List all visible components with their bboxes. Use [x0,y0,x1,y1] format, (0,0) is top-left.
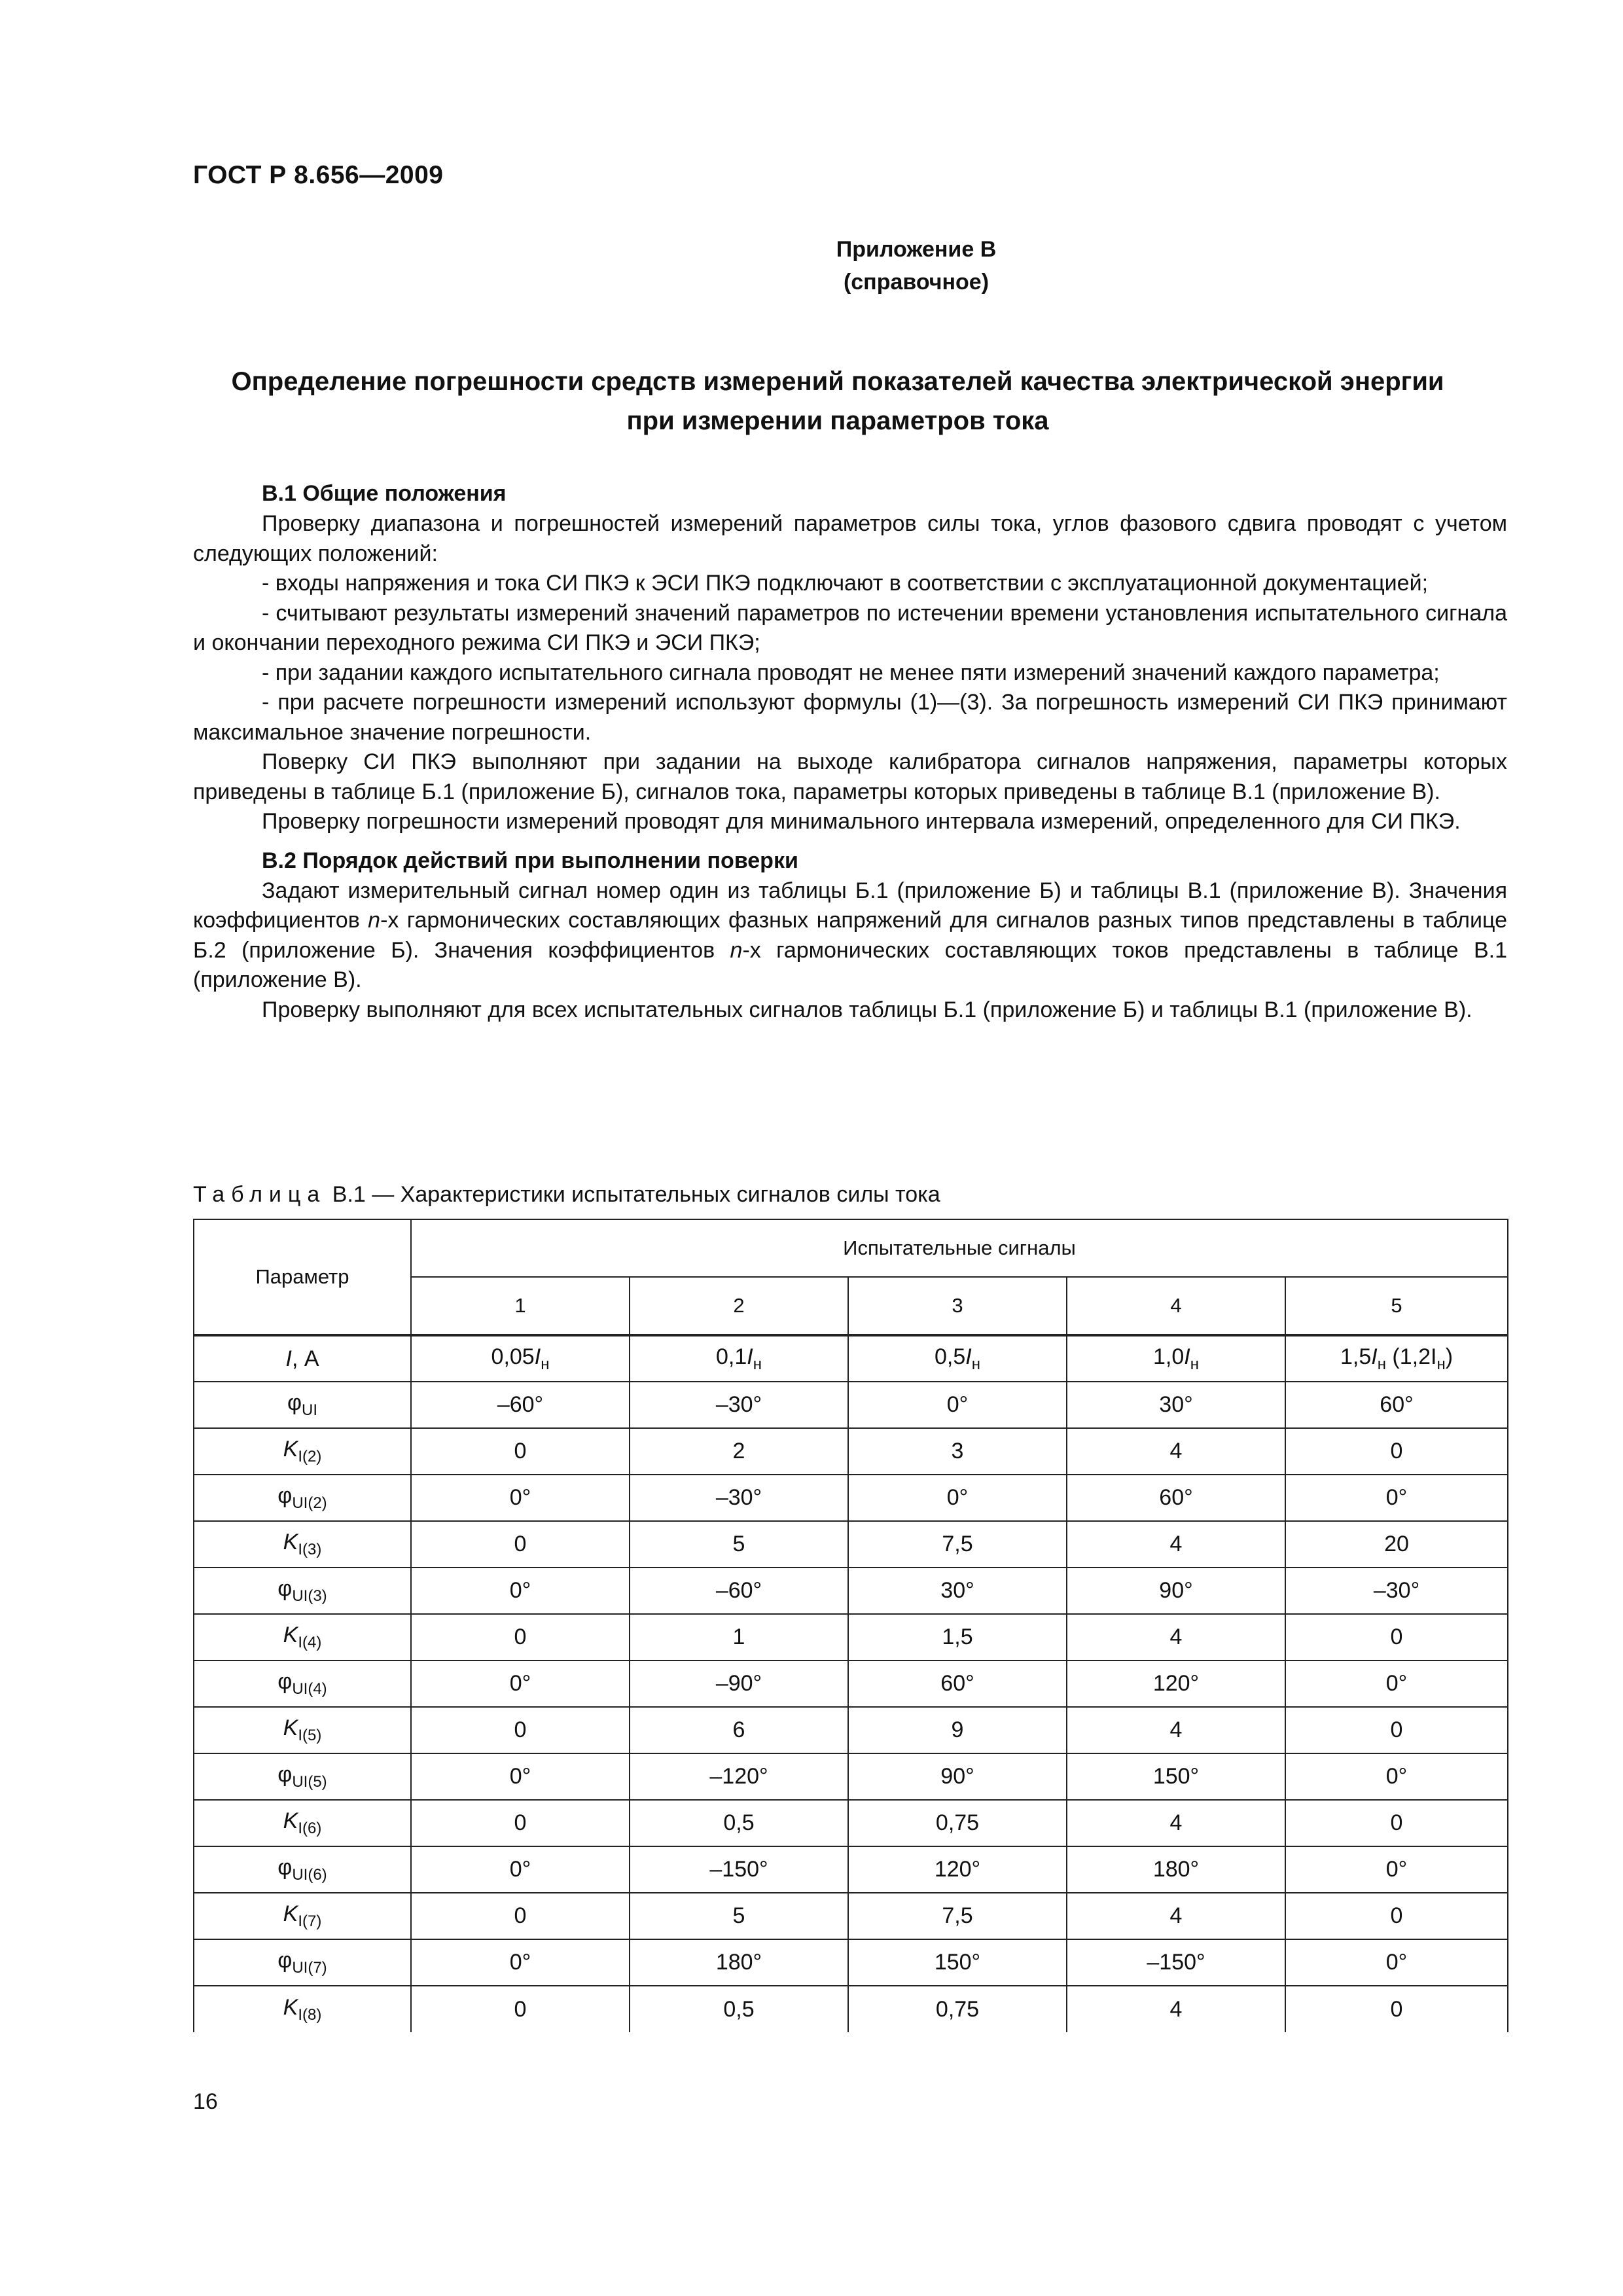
param-subscript: I(2) [298,1448,322,1465]
param-subscript: UI(3) [292,1587,327,1605]
value-cell: 180° [630,1939,848,1986]
value-cell: 0° [411,1939,630,1986]
param-cell [194,1939,411,1986]
value-subscript: н [1377,1355,1386,1373]
table-row [194,1335,1508,1382]
value-cell [1067,1335,1285,1382]
param-subscript: I(8) [298,2005,322,2024]
signals-header: Испытательные сигналы [411,1219,1508,1277]
param-cell [194,1986,411,2032]
value-cell: 0° [411,1753,630,1800]
value-cell [630,1335,848,1382]
value-cell: 5 [630,1893,848,1939]
value-cell: 1 [630,1614,848,1660]
value-symbol: I [747,1344,753,1369]
param-header: Параметр [194,1219,411,1335]
param-symbol: φ [277,1948,293,1973]
value-cell: 0° [411,1660,630,1707]
section-heading-b1: В.1 Общие положения [262,481,507,506]
value-cell: 0° [411,1475,630,1521]
signal-number: 5 [1285,1277,1508,1335]
value-cell: 30° [1067,1382,1285,1428]
value-cell: 0 [1285,1800,1508,1846]
table-row [194,1521,1508,1568]
value-coef: 0,05 [491,1344,535,1369]
table-row [194,1660,1508,1707]
body-text [193,478,1507,1025]
value-cell: –150° [630,1846,848,1893]
value-cell: 0° [848,1382,1067,1428]
value-cell: 4 [1067,1428,1285,1475]
text-run: -х гармонических составляющих токов представлены в таблице В.1 (приложение В). [193,937,1507,992]
value-cell: –60° [630,1568,848,1614]
value-cell: 4 [1067,1800,1285,1846]
param-symbol: I [285,1346,292,1371]
value-coef: 0,1 [716,1344,747,1369]
param-cell [194,1475,411,1521]
table-row [194,1707,1508,1753]
table-row [194,1568,1508,1614]
value-cell: 0 [1285,1614,1508,1660]
list-item: - входы напряжения и тока СИ ПКЭ к ЭСИ ПКЭ подключают в соответствии с эксплуатационной документацией; [262,571,1429,596]
paragraph: Проверку погрешности измерений проводят для минимального интервала измерений, определенного для СИ ПКЭ. [262,809,1461,834]
table-row [194,1893,1508,1939]
value-symbol: I [965,1344,972,1369]
value-cell: –60° [411,1382,630,1428]
table-row [194,1753,1508,1800]
table-row [194,1846,1508,1893]
param-subscript: UI(2) [292,1494,327,1512]
param-subscript: UI(7) [292,1959,327,1977]
value-cell: 1,5 [848,1614,1067,1660]
value-cell: 0 [1285,1428,1508,1475]
param-symbol: K [283,1530,298,1554]
value-cell: 9 [848,1707,1067,1753]
value-cell: 150° [848,1939,1067,1986]
value-cell: 0° [1285,1660,1508,1707]
value-cell: 5 [630,1521,848,1568]
text-run: Задают измерительный сигнал номер один из таблицы Б.1 (приложение Б) и таблицы В.1 (приложение В). Значения коэффициентов [193,878,1507,933]
list-item: - при расчете погрешности измерений используют формулы (1)—(3). За погрешность измерений СИ ПКЭ принимают максимальное значение погрешности. [193,690,1507,745]
appendix-title: Приложение В [836,237,997,262]
value-cell: 0 [411,1428,630,1475]
param-cell [194,1753,411,1800]
table-row [194,1986,1508,2032]
param-cell [194,1707,411,1753]
param-cell [194,1568,411,1614]
param-symbol: K [283,1623,298,1647]
param-symbol: φ [277,1669,293,1694]
value-cell: 0 [411,1986,630,2032]
value-cell [411,1335,630,1382]
value-symbol: I [1371,1344,1378,1369]
value-cell: 4 [1067,1707,1285,1753]
value-subscript: н [1436,1355,1446,1373]
paragraph: Проверку выполняют для всех испытательных сигналов таблицы Б.1 (приложение Б) и таблицы В.1 (приложение В). [262,997,1472,1022]
value-cell: 150° [1067,1753,1285,1800]
param-symbol: K [283,1715,298,1740]
value-cell: 4 [1067,1986,1285,2032]
value-symbol: I [534,1344,541,1369]
param-subscript: UI(6) [292,1866,327,1884]
param-symbol: φ [287,1390,302,1415]
param-symbol: K [283,1994,298,2020]
table-row [194,1800,1508,1846]
param-subscript: UI [302,1401,318,1419]
table-row [194,1382,1508,1428]
value-cell: 0° [1285,1753,1508,1800]
value-cell: 3 [848,1428,1067,1475]
value-cell: 0° [411,1846,630,1893]
param-symbol: φ [277,1855,293,1880]
value-cell: 0 [1285,1707,1508,1753]
italic-symbol: n [368,908,381,933]
value-cell: –30° [1285,1568,1508,1614]
param-symbol: φ [277,1483,293,1508]
value-cell: 90° [1067,1568,1285,1614]
value-coef: 0,5 [935,1344,966,1369]
section-title [183,362,1492,440]
param-symbol: φ [277,1762,293,1787]
value-cell: –30° [630,1475,848,1521]
param-subscript: I(5) [298,1727,322,1744]
value-cell: 30° [848,1568,1067,1614]
value-cell: 0° [848,1475,1067,1521]
value-cell: 7,5 [848,1521,1067,1568]
document-code: ГОСТ Р 8.656—2009 [193,161,444,189]
value-cell: 4 [1067,1521,1285,1568]
value-cell: 0 [411,1893,630,1939]
value-cell: 60° [1285,1382,1508,1428]
value-cell: 0 [411,1614,630,1660]
value-cell: 0° [411,1568,630,1614]
table-caption [193,1182,940,1208]
param-cell [194,1660,411,1707]
value-cell: 0° [1285,1846,1508,1893]
value-cell [1285,1335,1508,1382]
value-cell: 180° [1067,1846,1285,1893]
param-symbol: K [283,1901,298,1926]
param-subscript: I(7) [298,1912,322,1930]
appendix-type: (справочное) [843,270,990,295]
param-cell [194,1521,411,1568]
table-row [194,1939,1508,1986]
paragraph: Проверку диапазона и погрешностей измерений параметров силы тока, углов фазового сдвига проводят с учетом следующих положений: [193,511,1507,566]
value-cell: 4 [1067,1893,1285,1939]
param-subscript: I(6) [298,1820,322,1837]
param-subscript: I(4) [298,1634,322,1651]
value-cell: 0,75 [848,1986,1067,2032]
appendix-heading [0,233,1623,298]
param-cell [194,1846,411,1893]
param-subscript: I(3) [298,1541,322,1558]
value-cell: 0 [1285,1986,1508,2032]
table-row [194,1475,1508,1521]
signal-number: 3 [848,1277,1067,1335]
value-subscript: н [1190,1355,1199,1373]
value-coef: 1,5 [1340,1344,1372,1369]
italic-symbol: n [730,937,743,963]
value-cell: 0,5 [630,1800,848,1846]
value-cell: –90° [630,1660,848,1707]
value-cell: 0 [1285,1893,1508,1939]
value-cell: 0,5 [630,1986,848,2032]
signals-table [193,1219,1508,2032]
value-cell: 4 [1067,1614,1285,1660]
caption-word: Таблица [193,1182,327,1207]
signal-number: 2 [630,1277,848,1335]
page-number: 16 [193,2089,218,2114]
section-heading-b2: В.2 Порядок действий при выполнении поверки [262,848,798,873]
param-cell [194,1335,411,1382]
value-cell: –120° [630,1753,848,1800]
value-cell: 60° [1067,1475,1285,1521]
value-subscript: н [971,1355,980,1373]
value-subscript: н [541,1355,550,1373]
list-item: - считывают результаты измерений значений параметров по истечении времени установления испытательного сигнала и окончании переходного режима СИ ПКЭ и ЭСИ ПКЭ; [193,600,1507,655]
value-cell: 0° [1285,1939,1508,1986]
signal-number: 4 [1067,1277,1285,1335]
param-cell [194,1800,411,1846]
value-cell: 0,75 [848,1800,1067,1846]
param-unit: , А [291,1346,319,1371]
value-cell: 20 [1285,1521,1508,1568]
signal-number: 1 [411,1277,630,1335]
value-cell: –150° [1067,1939,1285,1986]
value-cell: 120° [1067,1660,1285,1707]
value-symbol: I [1184,1344,1190,1369]
value-cell: 0 [411,1707,630,1753]
paragraph [193,876,1507,996]
param-symbol: K [283,1437,298,1462]
param-symbol: φ [277,1576,293,1601]
param-subscript: UI(4) [292,1680,327,1698]
value-cell: –30° [630,1382,848,1428]
value-cell: 0 [411,1800,630,1846]
param-cell [194,1382,411,1428]
value-cell: 7,5 [848,1893,1067,1939]
param-subscript: UI(5) [292,1773,327,1791]
value-cell: 90° [848,1753,1067,1800]
value-close: ) [1445,1344,1454,1369]
value-cell: 120° [848,1846,1067,1893]
table-row [194,1428,1508,1475]
caption-text: В.1 — Характеристики испытательных сигналов силы тока [326,1182,940,1207]
table-row [194,1614,1508,1660]
value-cell: 0 [411,1521,630,1568]
list-item: - при задании каждого испытательного сигнала проводят не менее пяти измерений значений каждого параметра; [262,660,1440,685]
param-symbol: K [283,1808,298,1833]
paragraph: Поверку СИ ПКЭ выполняют при задании на выходе калибратора сигналов напряжения, параметры которых приведены в таблице Б.1 (приложение Б), сигналов тока, параметры которых приведены в таблице В.1 (приложение В). [193,749,1507,804]
value-cell: 60° [848,1660,1067,1707]
value-coef: 1,0 [1153,1344,1185,1369]
title-line-1: Определение погрешности средств измерений показателей качества электрической энергии [231,367,1444,396]
value-tail: (1,2I [1385,1344,1437,1369]
title-line-2: при измерении параметров тока [626,406,1049,435]
value-cell [848,1335,1067,1382]
text-run: -х гармонических составляющих фазных напряжений для сигналов разных типов представлены в таблице Б.2 (приложение Б). Значения коэффициентов [193,908,1508,963]
value-cell: 0° [1285,1475,1508,1521]
value-subscript: н [753,1355,762,1373]
param-cell [194,1614,411,1660]
param-cell [194,1428,411,1475]
value-cell: 2 [630,1428,848,1475]
value-cell: 6 [630,1707,848,1753]
param-cell [194,1893,411,1939]
